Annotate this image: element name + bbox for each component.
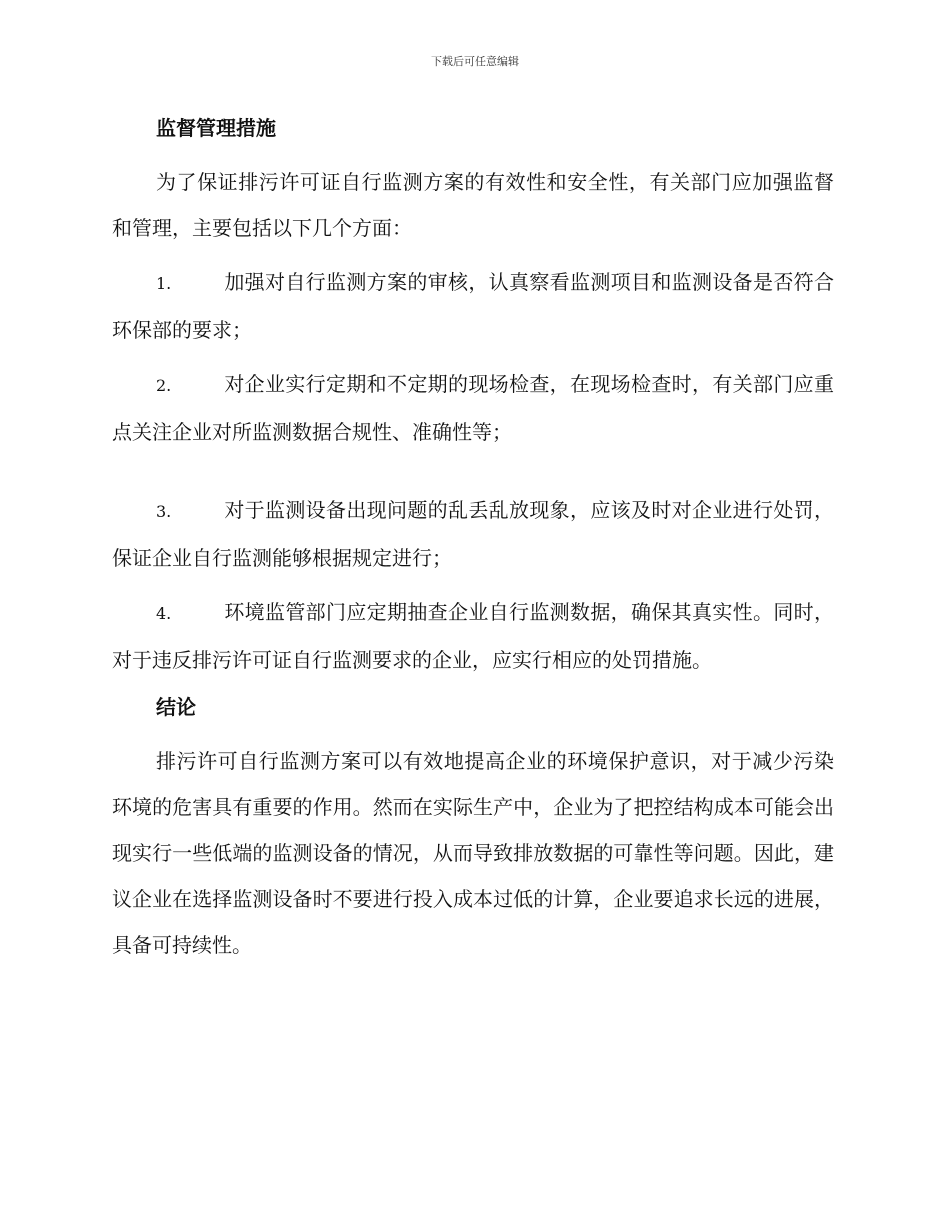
list-item-2 xyxy=(112,361,834,455)
document-body xyxy=(112,112,834,976)
list-item-text: 对企业实行定期和不定期的现场检查，在现场检查时，有关部门应重点关注企业对所监测数据合规性、准确性等； xyxy=(112,372,834,444)
list-item-3 xyxy=(112,487,834,581)
list-number: 2. xyxy=(156,376,172,395)
section-title-supervision: 监督管理措施 xyxy=(156,116,276,140)
list-item-text: 对于监测设备出现问题的乱丢乱放现象，应该及时对企业进行处罚，保证企业自行监测能够根据规定进行； xyxy=(112,498,834,570)
section-title-conclusion: 结论 xyxy=(156,695,196,719)
list-number: 1. xyxy=(156,274,172,293)
conclusion-paragraph: 排污许可自行监测方案可以有效地提高企业的环境保护意识，对于减少污染环境的危害具有重要的作用。然而在实际生产中，企业为了把控结构成本可能会出现实行一些低端的监测设备的情况，从而导致排放数据的可靠性等问题。因此，建议企业在选择监测设备时不要进行投入成本过低的计算，企业要追求长远的进展，具备可持续性。 xyxy=(112,749,834,957)
list-item-1 xyxy=(112,259,834,353)
supervision-intro-paragraph: 为了保证排污许可证自行监测方案的有效性和安全性，有关部门应加强监督和管理，主要包括以下几个方面： xyxy=(112,170,834,240)
list-item-text: 环境监管部门应定期抽查企业自行监测数据，确保其真实性。同时，对于违反排污许可证自行监测要求的企业，应实行相应的处罚措施。 xyxy=(112,600,834,672)
spacer xyxy=(112,463,834,487)
list-number: 3. xyxy=(156,502,172,521)
list-number: 4. xyxy=(156,604,172,623)
list-item-text: 加强对自行监测方案的审核，认真察看监测项目和监测设备是否符合环保部的要求； xyxy=(112,270,834,342)
list-item-4 xyxy=(112,589,834,683)
header-note: 下载后可任意编辑 xyxy=(431,55,519,68)
